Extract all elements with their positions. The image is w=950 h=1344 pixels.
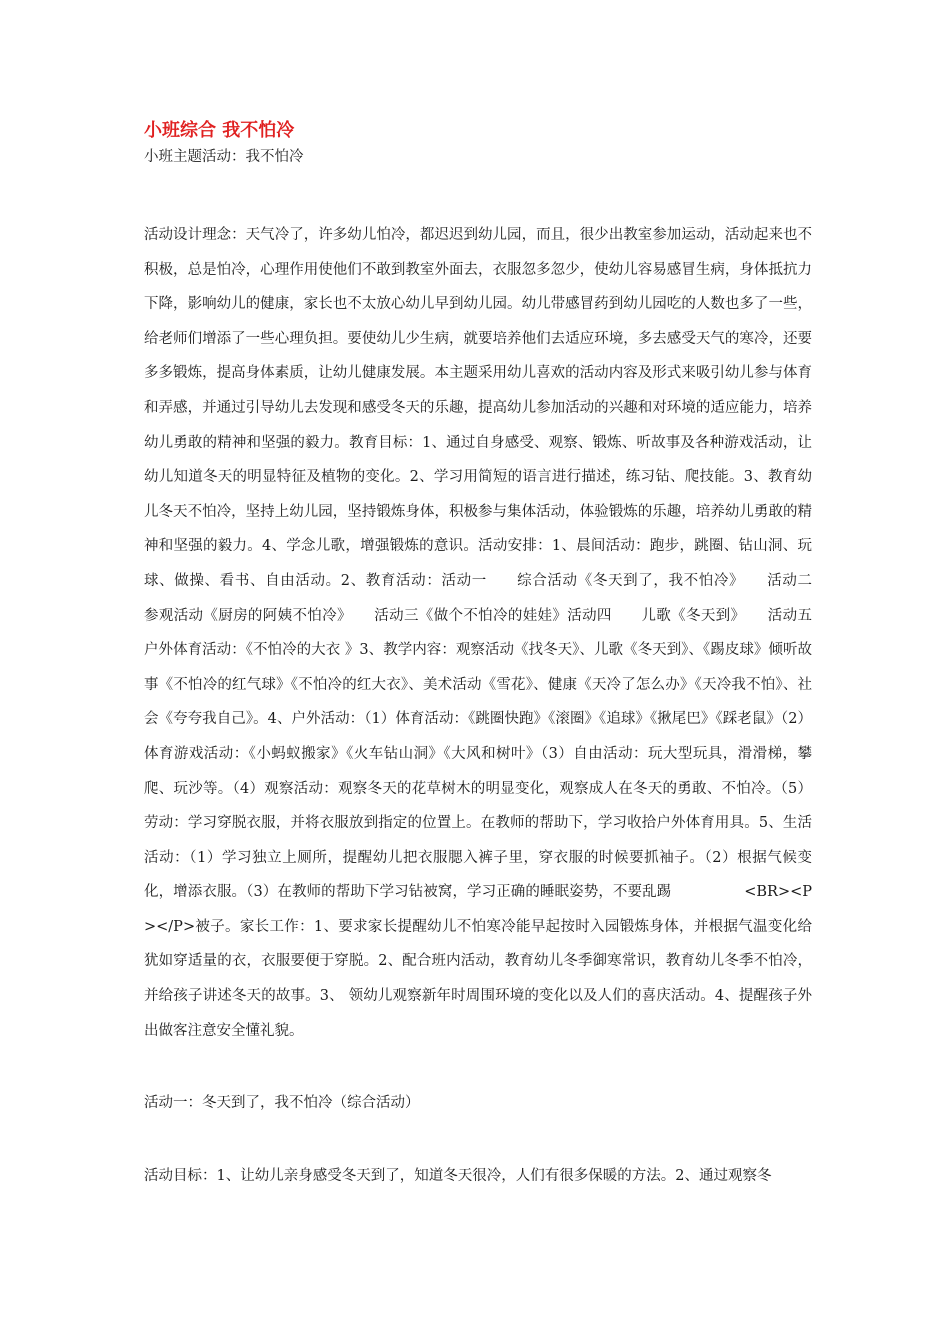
document-page [144,118,841,1193]
document-subtitle: 小班主题活动：我不怕冷 [144,149,304,165]
spacer [144,170,812,218]
spacer [144,1048,812,1086]
activity-goal-paragraph: 活动目标：1、让幼儿亲身感受冬天到了，知道冬天很冷，人们有很多保暖的方法。2、通过观察冬 [144,1167,772,1184]
body-paragraph: 活动设计理念：天气冷了，许多幼儿怕冷，都迟迟到幼儿园，而且，很少出教室参加运动，活动起来也不积极，总是怕冷，心理作用使他们不敢到教室外面去，衣服忽多忽少，使幼儿容易感冒生病，身体抵抗力下降，影响幼儿的健康，家长也不太放心幼儿早到幼儿园。幼儿带感冒药到幼儿园吃的人数也多了一些，给老师们增添了一些心理负担。要使幼儿少生病，就要培养他们去适应环境，多去感受天气的寒冷，还要多多锻炼，提高身体素质，让幼儿健康发展。本主题采用幼儿喜欢的活动内容及形式来吸引幼儿参与体育和弄感，并通过引导幼儿去发现和感受冬天的乐趣，提高幼儿参加活动的兴趣和对环境的适应能力，培养幼儿勇敢的精神和坚强的毅力。教育目标：1、通过自身感受、观察、锻炼、听故事及各种游戏活动，让幼儿知道冬天的明显特征及植物的变化。2、学习用简短的语言进行描述，练习钻、爬技能。3、教育幼儿冬天不怕冷，坚持上幼儿园，坚持锻炼身体，积极参与集体活动，体验锻炼的乐趣，培养幼儿勇敢的精神和坚强的毅力。4、学念儿歌，增强锻炼的意识。活动安排：1、晨间活动：跑步，跳圈、钻山洞、玩球、做操、看书、自由活动。2、教育活动：活动一 综合活动《冬天到了，我不怕冷》 活动二 参观活动《厨房的阿姨不怕冷》 活动三《做个不怕冷的娃娃》活动四 儿歌《冬天到》 活动五 户外体育活动：《不怕冷的大衣 》3、教学内容：观察活动《找冬天》、儿歌《冬天到》、《踢皮球》倾听故事《不怕冷的红气球》《不怕冷的红大衣》、美术活动《雪花》、健康《天冷了怎么办》《天冷我不怕》、社会《夸夸我自己》。4、户外活动：（1）体育活动：《跳圈快跑》《滚圈》《追球》《揪尾巴》《踩老鼠》（2）体育游戏活动：《小蚂蚁搬家》《火车钻山洞》《大风和树叶》（3）自由活动：玩大型玩具，滑滑梯，攀爬、玩沙等。（4）观察活动：观察冬天的花草树木的明显变化，观察成人在冬天的勇敢、不怕冷。（5）劳动：学习穿脱衣服，并将衣服放到指定的位置上。在教师的帮助下，学习收拾户外体育用具。5、生活活动：（1）学习独立上厕所，提醒幼儿把衣服腮入裤子里，穿衣服的时候要抓袖子。（2）根据气候变化，增添衣服。（3）在教师的帮助下学习钻被窝，学习正确的睡眠姿势，不要乱踢 <BR><P></P>被子。家长工作：1、要求家长提醒幼儿不怕寒冷能早起按时入园锻炼身体，并根据气温变化给犹如穿适量的衣，衣服要便于穿脱。2、配合班内活动，教育幼儿冬季御寒常识，教育幼儿冬季不怕冷，并给孩子讲述冬天的故事。3、 领幼儿观察新年时周围环境的变化以及人们的喜庆活动。4、提醒孩子外出做客注意安全懂礼貌。 [144,227,841,1039]
spacer [144,1121,812,1159]
document-title: 小班综合 我不怕冷 [144,120,295,141]
activity-one-heading: 活动一：冬天到了，我不怕冷（综合活动） [144,1095,420,1112]
